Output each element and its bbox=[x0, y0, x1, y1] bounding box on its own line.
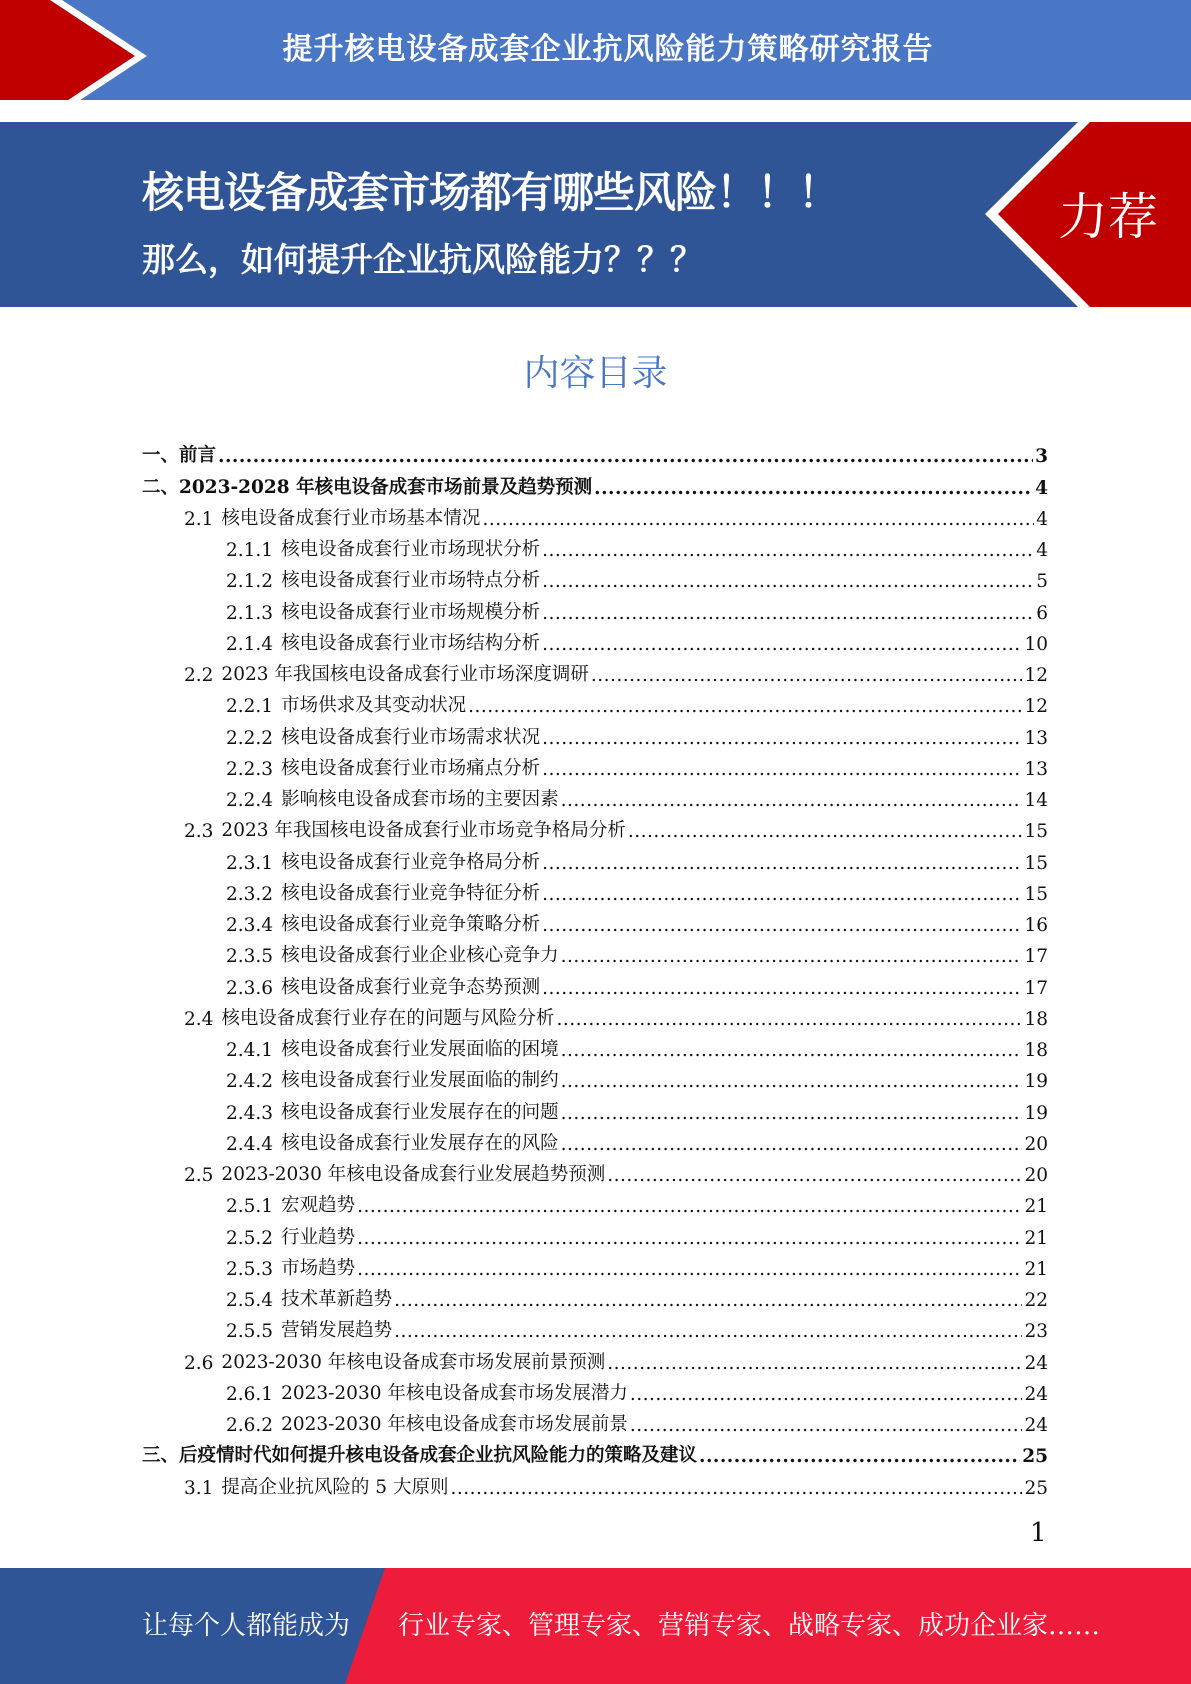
toc-leader-dots bbox=[628, 821, 1023, 842]
hero-banner bbox=[0, 122, 1191, 307]
toc-entry[interactable] bbox=[142, 1217, 1048, 1248]
toc-entry-page: 4 bbox=[1035, 477, 1048, 499]
toc-entry-number: 2.5.5 bbox=[226, 1321, 274, 1343]
toc-leader-dots bbox=[630, 1384, 1023, 1405]
toc-entry-number: 2.5.3 bbox=[226, 1258, 274, 1280]
toc-leader-dots bbox=[556, 1009, 1022, 1030]
toc-entry-title: 2023 年我国核电设备成套行业市场竞争格局分析 bbox=[221, 820, 626, 842]
toc-leader-dots bbox=[699, 1446, 1020, 1467]
toc-leader-dots bbox=[542, 603, 1034, 624]
toc-entry[interactable] bbox=[142, 467, 1048, 498]
toc-entry-title: 技术革新趋势 bbox=[281, 1289, 393, 1310]
toc-entry-page: 18 bbox=[1024, 1040, 1048, 1061]
toc-entry[interactable] bbox=[142, 999, 1048, 1030]
toc-leader-dots bbox=[607, 1165, 1022, 1186]
toc-entry-page: 19 bbox=[1024, 1071, 1048, 1093]
toc-entry[interactable] bbox=[142, 1311, 1048, 1342]
toc-entry-title: 宏观趋势 bbox=[281, 1195, 356, 1217]
toc-entry[interactable] bbox=[142, 1030, 1048, 1061]
toc-entry[interactable] bbox=[142, 874, 1048, 905]
toc-entry-page: 12 bbox=[1024, 696, 1048, 718]
toc-leader-dots bbox=[482, 509, 1034, 530]
toc-entry-title: 2023-2030 年核电设备成套市场发展潜力 bbox=[281, 1382, 628, 1404]
toc-entry[interactable] bbox=[142, 686, 1048, 717]
toc-entry-title: 核电设备成套行业竞争策略分析 bbox=[281, 914, 541, 935]
footer-slogan-left: 让每个人都能成为 bbox=[142, 1611, 351, 1641]
toc-entry-number: 2.3.5 bbox=[226, 946, 274, 968]
toc-entry[interactable] bbox=[142, 1280, 1048, 1311]
toc-entry[interactable] bbox=[142, 1249, 1048, 1280]
toc-leader-dots bbox=[542, 884, 1022, 905]
hero-headline: 核电设备成套市场都有哪些风险！！！ bbox=[142, 168, 840, 217]
toc-entry-number: 三、 bbox=[142, 1445, 180, 1467]
toc-entry[interactable] bbox=[142, 1467, 1048, 1498]
toc-entry-title: 核电设备成套行业市场规模分析 bbox=[281, 601, 541, 623]
toc-title: 内容目录 bbox=[523, 353, 668, 394]
toc-entry[interactable] bbox=[142, 749, 1048, 780]
toc-entry-number: 3.1 bbox=[184, 1477, 214, 1499]
toc-entry-title: 核电设备成套行业竞争特征分析 bbox=[281, 882, 541, 904]
toc-leader-dots bbox=[542, 915, 1022, 936]
toc-entry[interactable] bbox=[142, 1061, 1048, 1092]
toc-leader-dots bbox=[561, 790, 1023, 811]
toc-entry-number: 2.4.4 bbox=[226, 1133, 274, 1155]
toc-entry-title: 提高企业抗风险的 5 大原则 bbox=[221, 1476, 449, 1498]
footer-slogan-right: 行业专家、管理专家、营销专家、战略专家、成功企业家…… bbox=[398, 1611, 1101, 1641]
toc-entry[interactable] bbox=[142, 717, 1048, 748]
toc-entry-number: 2.2.2 bbox=[226, 727, 274, 749]
toc-entry-title: 2023-2030 年核电设备成套市场发展前景 bbox=[281, 1414, 628, 1435]
toc-entry-title: 2023-2030 年核电设备成套市场发展前景预测 bbox=[221, 1351, 606, 1373]
toc-entry[interactable] bbox=[142, 1374, 1048, 1405]
toc-entry-number: 二、 bbox=[142, 476, 180, 498]
toc-entry[interactable] bbox=[142, 780, 1048, 811]
toc-entry-number: 2.1.3 bbox=[226, 602, 274, 624]
toc-leader-dots bbox=[591, 665, 1023, 686]
toc-entry[interactable] bbox=[142, 1342, 1048, 1373]
toc-leader-dots bbox=[561, 1071, 1023, 1092]
toc-entry-number: 2.6 bbox=[184, 1352, 214, 1374]
toc-entry[interactable] bbox=[142, 905, 1048, 936]
toc-entry[interactable] bbox=[142, 1405, 1048, 1436]
top-header-bar bbox=[0, 0, 1191, 112]
toc-entry-title: 市场趋势 bbox=[281, 1257, 356, 1279]
toc-entry-page: 14 bbox=[1024, 790, 1048, 811]
toc-entry-page: 25 bbox=[1024, 1477, 1048, 1499]
hero-subheadline: 那么，如何提升企业抗风险能力？？？ bbox=[142, 240, 703, 279]
toc-entry-number: 2.1.1 bbox=[226, 540, 274, 561]
toc-entry-number: 2.1.4 bbox=[226, 633, 274, 655]
toc-entry[interactable] bbox=[142, 1436, 1048, 1467]
toc-entry[interactable] bbox=[142, 967, 1048, 998]
toc-entry-number: 2.3.1 bbox=[226, 852, 274, 874]
toc-entry-page: 24 bbox=[1024, 1352, 1048, 1374]
toc-entry-number: 2.5.2 bbox=[226, 1227, 274, 1249]
toc-entry[interactable] bbox=[142, 842, 1048, 873]
toc-entry-number: 2.2.3 bbox=[226, 758, 274, 780]
toc-entry[interactable] bbox=[142, 624, 1048, 655]
toc-entry-page: 5 bbox=[1036, 571, 1048, 593]
toc-entry-page: 18 bbox=[1024, 1008, 1048, 1030]
toc-leader-dots bbox=[394, 1290, 1022, 1311]
toc-entry-page: 16 bbox=[1024, 915, 1048, 936]
toc-entry-title: 核电设备成套行业市场基本情况 bbox=[221, 507, 481, 529]
toc-entry[interactable] bbox=[142, 811, 1048, 842]
page-number: 1 bbox=[1030, 1518, 1047, 1548]
toc-leader-dots bbox=[468, 696, 1022, 717]
toc-entry-title: 2023-2028 年核电设备成套市场前景及趋势预测 bbox=[179, 476, 593, 498]
toc-entry-title: 2023-2030 年核电设备成套行业发展趋势预测 bbox=[221, 1164, 606, 1185]
toc-entry-title: 核电设备成套行业企业核心竞争力 bbox=[281, 945, 559, 967]
toc-entry-page: 15 bbox=[1024, 852, 1048, 874]
toc-entry-page: 24 bbox=[1024, 1415, 1048, 1436]
toc-entry-number: 2.3.6 bbox=[226, 977, 274, 999]
toc-leader-dots bbox=[561, 1040, 1023, 1061]
toc-entry-page: 15 bbox=[1024, 883, 1048, 905]
toc-entry-number: 2.6.2 bbox=[226, 1415, 274, 1436]
toc-leader-dots bbox=[450, 1478, 1022, 1499]
toc-entry-page: 4 bbox=[1036, 508, 1048, 530]
toc-entry-title: 行业趋势 bbox=[281, 1226, 356, 1248]
toc-leader-dots bbox=[542, 978, 1022, 999]
toc-entry-page: 12 bbox=[1024, 665, 1048, 686]
toc-entry[interactable] bbox=[142, 592, 1048, 623]
toc-entry-title: 市场供求及其变动状况 bbox=[281, 695, 467, 717]
toc-leader-dots bbox=[594, 478, 1033, 499]
toc-entry-number: 2.3 bbox=[184, 821, 214, 843]
toc-entry-page: 21 bbox=[1024, 1258, 1048, 1280]
toc-entry-page: 21 bbox=[1024, 1196, 1048, 1218]
toc-entry-title: 核电设备成套行业市场结构分析 bbox=[281, 632, 541, 654]
table-of-contents bbox=[142, 436, 1048, 1499]
toc-entry[interactable] bbox=[142, 1186, 1048, 1217]
toc-entry-number: 2.3.2 bbox=[226, 883, 274, 905]
toc-entry-title: 营销发展趋势 bbox=[281, 1320, 393, 1342]
toc-entry[interactable] bbox=[142, 436, 1048, 467]
toc-entry-title: 前言 bbox=[179, 445, 217, 467]
toc-entry[interactable] bbox=[142, 655, 1048, 686]
toc-entry-number: 2.2 bbox=[184, 665, 214, 686]
toc-entry-title: 核电设备成套行业竞争态势预测 bbox=[281, 976, 541, 998]
toc-entry[interactable] bbox=[142, 1155, 1048, 1186]
toc-entry-number: 2.4.2 bbox=[226, 1071, 274, 1093]
toc-entry-page: 10 bbox=[1024, 633, 1048, 655]
toc-entry-number: 2.2.1 bbox=[226, 696, 274, 718]
toc-entry-number: 2.4.1 bbox=[226, 1040, 274, 1061]
toc-leader-dots bbox=[607, 1353, 1022, 1374]
toc-leader-dots bbox=[542, 540, 1034, 561]
toc-entry-title: 后疫情时代如何提升核电设备成套企业抗风险能力的策略及建议 bbox=[179, 1445, 698, 1467]
toc-entry-title: 核电设备成套行业发展面临的困境 bbox=[281, 1039, 559, 1060]
toc-leader-dots bbox=[542, 634, 1022, 655]
report-title: 提升核电设备成套企业抗风险能力策略研究报告 bbox=[282, 32, 934, 67]
toc-entry-page: 24 bbox=[1024, 1383, 1048, 1405]
toc-entry-page: 19 bbox=[1024, 1102, 1048, 1124]
toc-entry-title: 核电设备成套行业发展存在的问题 bbox=[281, 1101, 559, 1123]
toc-leader-dots bbox=[357, 1196, 1022, 1217]
toc-leader-dots bbox=[542, 853, 1022, 874]
toc-entry[interactable] bbox=[142, 1092, 1048, 1123]
toc-entry-number: 2.1 bbox=[184, 508, 214, 530]
toc-entry-number: 2.4 bbox=[184, 1008, 214, 1030]
toc-entry-title: 核电设备成套行业市场痛点分析 bbox=[281, 757, 541, 779]
toc-leader-dots bbox=[218, 446, 1033, 467]
toc-entry[interactable] bbox=[142, 561, 1048, 592]
toc-entry-page: 3 bbox=[1035, 446, 1048, 468]
toc-leader-dots bbox=[561, 1134, 1023, 1155]
toc-entry-number: 2.2.4 bbox=[226, 790, 274, 811]
toc-entry[interactable] bbox=[142, 530, 1048, 561]
toc-leader-dots bbox=[357, 1259, 1022, 1280]
toc-entry-title: 核电设备成套行业发展面临的制约 bbox=[281, 1070, 559, 1092]
header-divider bbox=[0, 112, 1191, 122]
toc-entry-number: 2.5.1 bbox=[226, 1196, 274, 1218]
toc-entry-page: 15 bbox=[1024, 821, 1048, 843]
toc-entry-title: 核电设备成套行业市场特点分析 bbox=[281, 570, 541, 592]
toc-entry-page: 20 bbox=[1024, 1165, 1048, 1186]
toc-entry-number: 2.3.4 bbox=[226, 915, 274, 936]
toc-leader-dots bbox=[542, 571, 1034, 592]
toc-entry-number: 2.5.4 bbox=[226, 1290, 274, 1311]
toc-entry-title: 影响核电设备成套市场的主要因素 bbox=[281, 789, 559, 810]
toc-leader-dots bbox=[630, 1415, 1023, 1436]
toc-leader-dots bbox=[542, 759, 1022, 780]
toc-entry-number: 2.6.1 bbox=[226, 1383, 274, 1405]
toc-entry-number: 一、 bbox=[142, 445, 180, 467]
toc-entry-page: 22 bbox=[1024, 1290, 1048, 1311]
footer-banner bbox=[0, 1568, 1191, 1684]
toc-entry[interactable] bbox=[142, 1124, 1048, 1155]
toc-entry-number: 2.5 bbox=[184, 1165, 214, 1186]
toc-entry-page: 4 bbox=[1036, 540, 1048, 561]
toc-entry-title: 核电设备成套行业发展存在的风险 bbox=[281, 1132, 559, 1154]
recommend-badge: 力荐 bbox=[1058, 188, 1158, 246]
toc-entry-page: 17 bbox=[1024, 946, 1048, 968]
toc-entry-page: 23 bbox=[1024, 1321, 1048, 1343]
toc-entry-number: 2.4.3 bbox=[226, 1102, 274, 1124]
toc-entry-number: 2.1.2 bbox=[226, 571, 274, 593]
toc-entry[interactable] bbox=[142, 936, 1048, 967]
toc-entry-page: 20 bbox=[1024, 1133, 1048, 1155]
toc-leader-dots bbox=[561, 946, 1023, 967]
toc-entry-title: 核电设备成套行业市场现状分析 bbox=[281, 539, 541, 560]
toc-entry-page: 25 bbox=[1022, 1446, 1048, 1468]
toc-leader-dots bbox=[357, 1228, 1022, 1249]
toc-entry-page: 17 bbox=[1024, 977, 1048, 999]
toc-entry-page: 13 bbox=[1024, 758, 1048, 780]
toc-entry-title: 核电设备成套行业市场需求状况 bbox=[281, 726, 541, 748]
toc-entry-page: 13 bbox=[1024, 727, 1048, 749]
toc-entry-title: 核电设备成套行业存在的问题与风险分析 bbox=[221, 1007, 555, 1029]
toc-entry-page: 6 bbox=[1036, 602, 1048, 624]
toc-leader-dots bbox=[542, 728, 1022, 749]
toc-leader-dots bbox=[561, 1103, 1023, 1124]
toc-entry-title: 核电设备成套行业竞争格局分析 bbox=[281, 851, 541, 873]
toc-leader-dots bbox=[394, 1321, 1022, 1342]
toc-entry[interactable] bbox=[142, 499, 1048, 530]
toc-entry-title: 2023 年我国核电设备成套行业市场深度调研 bbox=[221, 664, 589, 685]
toc-entry-page: 21 bbox=[1024, 1227, 1048, 1249]
